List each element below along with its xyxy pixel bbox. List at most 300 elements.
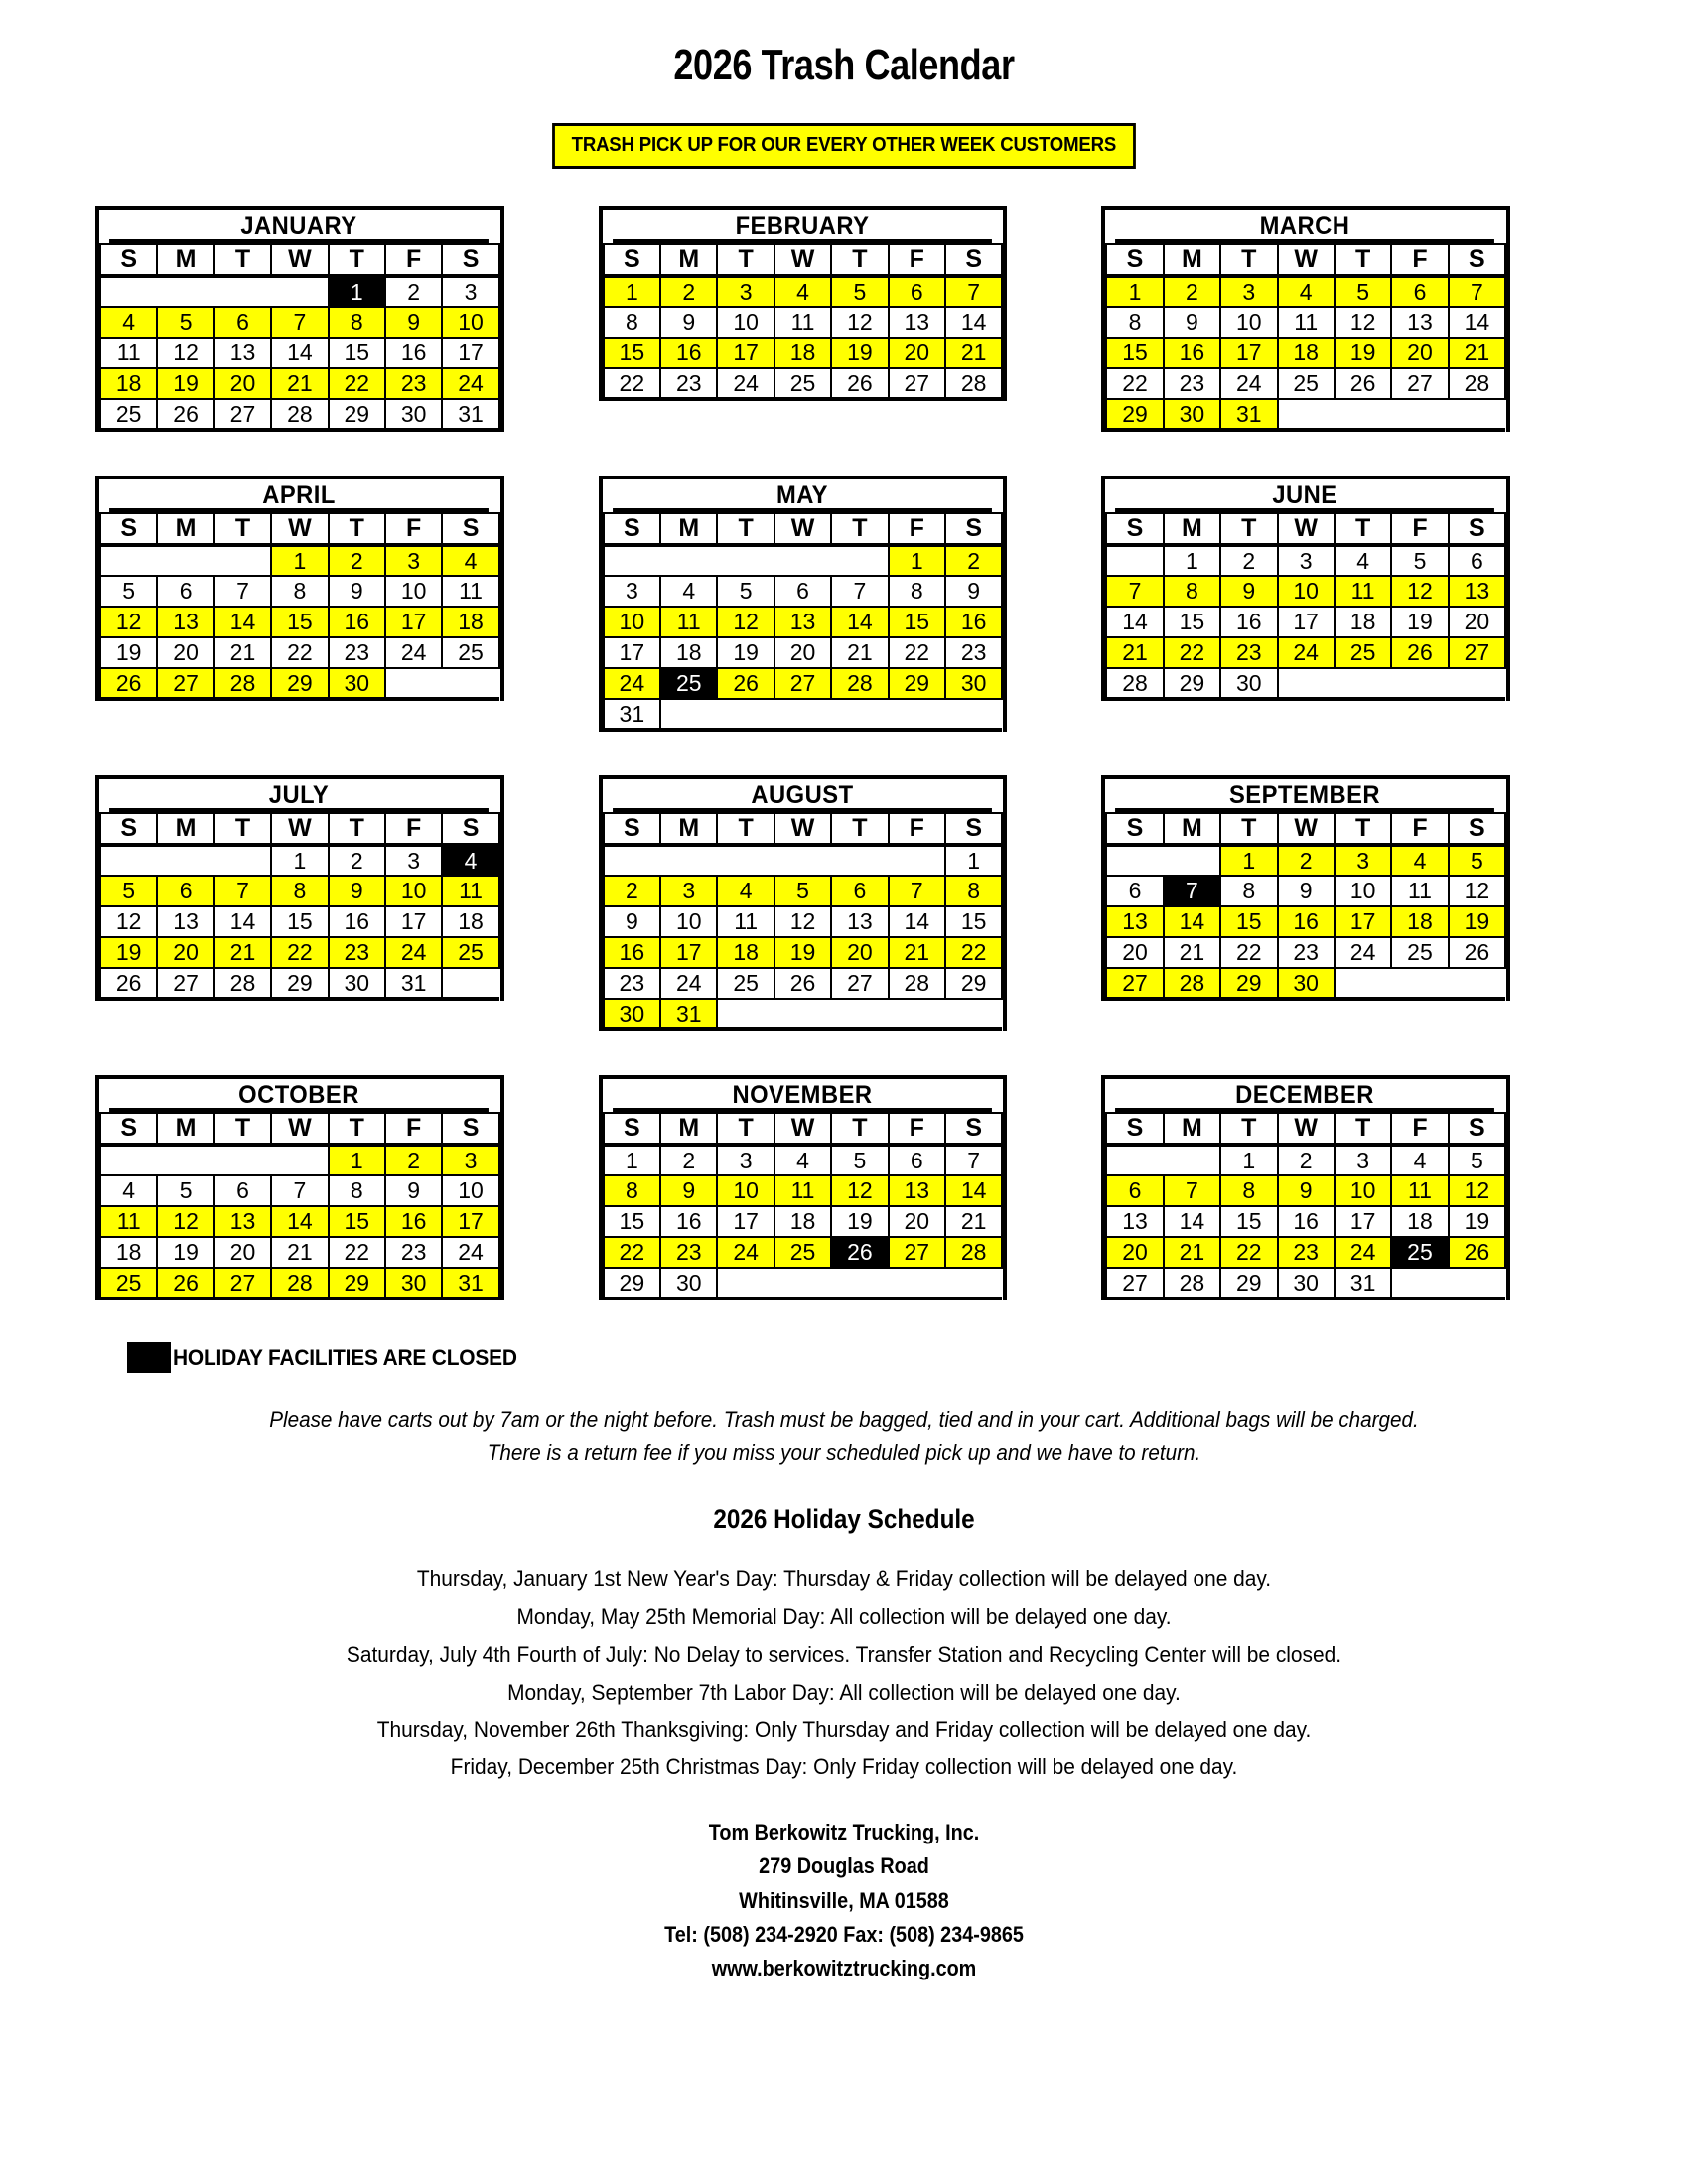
day-cell[interactable]: 15 — [271, 906, 328, 937]
day-cell[interactable]: 17 — [1335, 906, 1391, 937]
day-cell[interactable]: 29 — [1220, 968, 1277, 999]
day-cell[interactable]: 2 — [604, 876, 660, 906]
day-cell[interactable]: 28 — [831, 668, 888, 699]
day-cell[interactable]: 4 — [442, 845, 498, 876]
day-cell[interactable]: 16 — [329, 607, 385, 637]
day-cell[interactable]: 21 — [831, 637, 888, 668]
day-cell[interactable]: 17 — [604, 637, 660, 668]
day-cell[interactable]: 16 — [945, 607, 1002, 637]
day-cell[interactable]: 14 — [889, 906, 945, 937]
day-cell[interactable]: 5 — [1449, 845, 1505, 876]
day-cell[interactable]: 20 — [214, 1237, 271, 1268]
day-cell[interactable]: 11 — [660, 607, 717, 637]
day-cell[interactable]: 27 — [889, 1237, 945, 1268]
day-cell[interactable]: 18 — [100, 368, 157, 399]
day-cell[interactable]: 4 — [1278, 276, 1335, 307]
day-cell[interactable]: 21 — [1106, 637, 1163, 668]
day-cell[interactable]: 15 — [329, 1206, 385, 1237]
day-cell[interactable]: 8 — [1220, 1175, 1277, 1206]
day-cell[interactable]: 14 — [945, 307, 1002, 338]
day-cell[interactable]: 15 — [1220, 906, 1277, 937]
day-cell[interactable]: 14 — [1106, 607, 1163, 637]
day-cell[interactable]: 17 — [1220, 338, 1277, 368]
day-cell[interactable]: 8 — [945, 876, 1002, 906]
day-cell[interactable]: 30 — [385, 399, 442, 430]
day-cell[interactable]: 29 — [271, 668, 328, 699]
day-cell[interactable]: 12 — [1449, 876, 1505, 906]
day-cell[interactable]: 13 — [157, 607, 213, 637]
day-cell[interactable]: 18 — [100, 1237, 157, 1268]
day-cell[interactable]: 30 — [385, 1268, 442, 1298]
day-cell[interactable]: 23 — [1220, 637, 1277, 668]
day-cell[interactable]: 17 — [442, 1206, 498, 1237]
day-cell[interactable]: 18 — [774, 1206, 831, 1237]
day-cell[interactable]: 25 — [442, 637, 498, 668]
day-cell[interactable]: 25 — [100, 399, 157, 430]
day-cell[interactable]: 24 — [1335, 937, 1391, 968]
day-cell[interactable]: 8 — [329, 307, 385, 338]
day-cell[interactable]: 28 — [1164, 1268, 1220, 1298]
day-cell[interactable]: 11 — [1391, 876, 1448, 906]
day-cell[interactable]: 1 — [604, 1145, 660, 1175]
day-cell[interactable]: 12 — [157, 1206, 213, 1237]
day-cell[interactable]: 22 — [604, 1237, 660, 1268]
day-cell[interactable]: 13 — [831, 906, 888, 937]
day-cell[interactable]: 16 — [604, 937, 660, 968]
day-cell[interactable]: 9 — [604, 906, 660, 937]
day-cell[interactable]: 3 — [717, 276, 774, 307]
day-cell[interactable]: 16 — [1220, 607, 1277, 637]
day-cell[interactable]: 25 — [1391, 937, 1448, 968]
day-cell[interactable]: 28 — [945, 368, 1002, 399]
day-cell[interactable]: 26 — [100, 968, 157, 999]
day-cell[interactable]: 7 — [1164, 876, 1220, 906]
day-cell[interactable]: 17 — [442, 338, 498, 368]
day-cell[interactable]: 21 — [1164, 1237, 1220, 1268]
day-cell[interactable]: 21 — [1164, 937, 1220, 968]
day-cell[interactable]: 19 — [157, 1237, 213, 1268]
day-cell[interactable]: 15 — [1220, 1206, 1277, 1237]
day-cell[interactable]: 29 — [329, 399, 385, 430]
day-cell[interactable]: 16 — [385, 338, 442, 368]
day-cell[interactable]: 5 — [1335, 276, 1391, 307]
day-cell[interactable]: 9 — [660, 307, 717, 338]
day-cell[interactable]: 21 — [214, 937, 271, 968]
day-cell[interactable]: 2 — [660, 276, 717, 307]
day-cell[interactable]: 16 — [1278, 906, 1335, 937]
day-cell[interactable]: 9 — [1278, 876, 1335, 906]
day-cell[interactable]: 22 — [329, 1237, 385, 1268]
day-cell[interactable]: 26 — [1391, 637, 1448, 668]
day-cell[interactable]: 23 — [660, 1237, 717, 1268]
day-cell[interactable]: 1 — [1220, 845, 1277, 876]
day-cell[interactable]: 5 — [1391, 545, 1448, 576]
day-cell[interactable]: 1 — [271, 845, 328, 876]
day-cell[interactable]: 20 — [889, 338, 945, 368]
day-cell[interactable]: 3 — [1278, 545, 1335, 576]
day-cell[interactable]: 3 — [717, 1145, 774, 1175]
day-cell[interactable]: 18 — [1335, 607, 1391, 637]
day-cell[interactable]: 11 — [774, 307, 831, 338]
day-cell[interactable]: 8 — [1220, 876, 1277, 906]
day-cell[interactable]: 29 — [604, 1268, 660, 1298]
day-cell[interactable]: 6 — [157, 576, 213, 607]
day-cell[interactable]: 28 — [889, 968, 945, 999]
day-cell[interactable]: 14 — [1449, 307, 1505, 338]
day-cell[interactable]: 23 — [329, 637, 385, 668]
day-cell[interactable]: 6 — [214, 1175, 271, 1206]
day-cell[interactable]: 24 — [717, 1237, 774, 1268]
day-cell[interactable]: 26 — [831, 368, 888, 399]
day-cell[interactable]: 20 — [157, 637, 213, 668]
day-cell[interactable]: 30 — [1278, 968, 1335, 999]
day-cell[interactable]: 17 — [717, 1206, 774, 1237]
day-cell[interactable]: 10 — [1278, 576, 1335, 607]
day-cell[interactable]: 30 — [1278, 1268, 1335, 1298]
day-cell[interactable]: 10 — [385, 576, 442, 607]
day-cell[interactable]: 6 — [1106, 876, 1163, 906]
day-cell[interactable]: 18 — [1278, 338, 1335, 368]
day-cell[interactable]: 26 — [831, 1237, 888, 1268]
day-cell[interactable]: 8 — [271, 876, 328, 906]
day-cell[interactable]: 12 — [157, 338, 213, 368]
day-cell[interactable]: 3 — [660, 876, 717, 906]
day-cell[interactable]: 27 — [774, 668, 831, 699]
day-cell[interactable]: 2 — [945, 545, 1002, 576]
day-cell[interactable]: 10 — [717, 1175, 774, 1206]
day-cell[interactable]: 3 — [385, 545, 442, 576]
day-cell[interactable]: 10 — [1335, 876, 1391, 906]
day-cell[interactable]: 17 — [1278, 607, 1335, 637]
day-cell[interactable]: 13 — [1106, 906, 1163, 937]
day-cell[interactable]: 9 — [1164, 307, 1220, 338]
day-cell[interactable]: 3 — [442, 276, 498, 307]
day-cell[interactable]: 22 — [1164, 637, 1220, 668]
day-cell[interactable]: 27 — [157, 668, 213, 699]
day-cell[interactable]: 7 — [831, 576, 888, 607]
day-cell[interactable]: 8 — [604, 1175, 660, 1206]
day-cell[interactable]: 3 — [1335, 845, 1391, 876]
day-cell[interactable]: 12 — [831, 307, 888, 338]
day-cell[interactable]: 23 — [660, 368, 717, 399]
day-cell[interactable]: 23 — [329, 937, 385, 968]
day-cell[interactable]: 11 — [100, 1206, 157, 1237]
day-cell[interactable]: 3 — [385, 845, 442, 876]
day-cell[interactable]: 24 — [1278, 637, 1335, 668]
day-cell[interactable]: 6 — [774, 576, 831, 607]
day-cell[interactable]: 26 — [717, 668, 774, 699]
day-cell[interactable]: 25 — [774, 1237, 831, 1268]
day-cell[interactable]: 20 — [214, 368, 271, 399]
day-cell[interactable]: 12 — [1335, 307, 1391, 338]
day-cell[interactable]: 31 — [1220, 399, 1277, 430]
day-cell[interactable]: 13 — [1449, 576, 1505, 607]
day-cell[interactable]: 8 — [604, 307, 660, 338]
day-cell[interactable]: 3 — [442, 1145, 498, 1175]
day-cell[interactable]: 12 — [717, 607, 774, 637]
day-cell[interactable]: 26 — [1449, 1237, 1505, 1268]
day-cell[interactable]: 24 — [1220, 368, 1277, 399]
day-cell[interactable]: 18 — [442, 906, 498, 937]
day-cell[interactable]: 7 — [1106, 576, 1163, 607]
day-cell[interactable]: 24 — [385, 637, 442, 668]
day-cell[interactable]: 30 — [945, 668, 1002, 699]
day-cell[interactable]: 1 — [945, 845, 1002, 876]
day-cell[interactable]: 29 — [1106, 399, 1163, 430]
day-cell[interactable]: 25 — [100, 1268, 157, 1298]
day-cell[interactable]: 6 — [831, 876, 888, 906]
day-cell[interactable]: 26 — [100, 668, 157, 699]
day-cell[interactable]: 30 — [1220, 668, 1277, 699]
day-cell[interactable]: 4 — [1335, 545, 1391, 576]
day-cell[interactable]: 14 — [1164, 906, 1220, 937]
day-cell[interactable]: 20 — [831, 937, 888, 968]
day-cell[interactable]: 9 — [385, 1175, 442, 1206]
day-cell[interactable]: 18 — [1391, 906, 1448, 937]
day-cell[interactable]: 17 — [717, 338, 774, 368]
day-cell[interactable]: 1 — [604, 276, 660, 307]
day-cell[interactable]: 14 — [945, 1175, 1002, 1206]
day-cell[interactable]: 14 — [831, 607, 888, 637]
day-cell[interactable]: 2 — [1220, 545, 1277, 576]
day-cell[interactable]: 18 — [1391, 1206, 1448, 1237]
day-cell[interactable]: 31 — [442, 399, 498, 430]
day-cell[interactable]: 31 — [385, 968, 442, 999]
day-cell[interactable]: 17 — [1335, 1206, 1391, 1237]
day-cell[interactable]: 16 — [660, 1206, 717, 1237]
day-cell[interactable]: 16 — [329, 906, 385, 937]
day-cell[interactable]: 29 — [271, 968, 328, 999]
day-cell[interactable]: 11 — [717, 906, 774, 937]
day-cell[interactable]: 10 — [442, 307, 498, 338]
day-cell[interactable]: 18 — [774, 338, 831, 368]
day-cell[interactable]: 4 — [1391, 1145, 1448, 1175]
day-cell[interactable]: 4 — [100, 307, 157, 338]
day-cell[interactable]: 6 — [157, 876, 213, 906]
day-cell[interactable]: 23 — [385, 1237, 442, 1268]
day-cell[interactable]: 21 — [214, 637, 271, 668]
day-cell[interactable]: 6 — [889, 276, 945, 307]
day-cell[interactable]: 28 — [214, 968, 271, 999]
day-cell[interactable]: 19 — [1449, 906, 1505, 937]
day-cell[interactable]: 15 — [1106, 338, 1163, 368]
day-cell[interactable]: 16 — [385, 1206, 442, 1237]
day-cell[interactable]: 19 — [100, 937, 157, 968]
day-cell[interactable]: 31 — [1335, 1268, 1391, 1298]
day-cell[interactable]: 9 — [329, 576, 385, 607]
day-cell[interactable]: 1 — [1220, 1145, 1277, 1175]
day-cell[interactable]: 1 — [271, 545, 328, 576]
day-cell[interactable]: 31 — [660, 999, 717, 1029]
day-cell[interactable]: 15 — [329, 338, 385, 368]
day-cell[interactable]: 5 — [1449, 1145, 1505, 1175]
day-cell[interactable]: 6 — [1106, 1175, 1163, 1206]
day-cell[interactable]: 16 — [1278, 1206, 1335, 1237]
day-cell[interactable]: 11 — [442, 576, 498, 607]
day-cell[interactable]: 10 — [385, 876, 442, 906]
day-cell[interactable]: 3 — [1335, 1145, 1391, 1175]
day-cell[interactable]: 31 — [604, 699, 660, 730]
day-cell[interactable]: 28 — [1164, 968, 1220, 999]
day-cell[interactable]: 5 — [774, 876, 831, 906]
day-cell[interactable]: 27 — [157, 968, 213, 999]
day-cell[interactable]: 9 — [1220, 576, 1277, 607]
day-cell[interactable]: 21 — [945, 1206, 1002, 1237]
day-cell[interactable]: 1 — [329, 276, 385, 307]
day-cell[interactable]: 7 — [945, 276, 1002, 307]
day-cell[interactable]: 7 — [1449, 276, 1505, 307]
day-cell[interactable]: 26 — [774, 968, 831, 999]
day-cell[interactable]: 7 — [214, 876, 271, 906]
day-cell[interactable]: 8 — [1164, 576, 1220, 607]
day-cell[interactable]: 26 — [1335, 368, 1391, 399]
day-cell[interactable]: 11 — [1335, 576, 1391, 607]
day-cell[interactable]: 6 — [889, 1145, 945, 1175]
day-cell[interactable]: 29 — [1164, 668, 1220, 699]
day-cell[interactable]: 13 — [214, 1206, 271, 1237]
day-cell[interactable]: 31 — [442, 1268, 498, 1298]
day-cell[interactable]: 28 — [271, 399, 328, 430]
day-cell[interactable]: 10 — [1335, 1175, 1391, 1206]
day-cell[interactable]: 16 — [1164, 338, 1220, 368]
day-cell[interactable]: 28 — [1106, 668, 1163, 699]
day-cell[interactable]: 23 — [1278, 937, 1335, 968]
day-cell[interactable]: 15 — [1164, 607, 1220, 637]
day-cell[interactable]: 12 — [100, 607, 157, 637]
day-cell[interactable]: 20 — [1106, 1237, 1163, 1268]
day-cell[interactable]: 17 — [660, 937, 717, 968]
day-cell[interactable]: 21 — [945, 338, 1002, 368]
day-cell[interactable]: 12 — [1449, 1175, 1505, 1206]
day-cell[interactable]: 27 — [1449, 637, 1505, 668]
day-cell[interactable]: 27 — [1391, 368, 1448, 399]
day-cell[interactable]: 19 — [1391, 607, 1448, 637]
day-cell[interactable]: 4 — [442, 545, 498, 576]
day-cell[interactable]: 2 — [385, 276, 442, 307]
day-cell[interactable]: 11 — [442, 876, 498, 906]
day-cell[interactable]: 7 — [945, 1145, 1002, 1175]
day-cell[interactable]: 24 — [385, 937, 442, 968]
day-cell[interactable]: 6 — [1391, 276, 1448, 307]
day-cell[interactable]: 15 — [604, 1206, 660, 1237]
day-cell[interactable]: 10 — [604, 607, 660, 637]
day-cell[interactable]: 20 — [157, 937, 213, 968]
day-cell[interactable]: 26 — [157, 1268, 213, 1298]
day-cell[interactable]: 27 — [831, 968, 888, 999]
day-cell[interactable]: 10 — [1220, 307, 1277, 338]
day-cell[interactable]: 17 — [385, 906, 442, 937]
day-cell[interactable]: 19 — [100, 637, 157, 668]
day-cell[interactable]: 23 — [945, 637, 1002, 668]
day-cell[interactable]: 4 — [774, 276, 831, 307]
day-cell[interactable]: 5 — [157, 307, 213, 338]
day-cell[interactable]: 22 — [329, 368, 385, 399]
day-cell[interactable]: 9 — [945, 576, 1002, 607]
day-cell[interactable]: 2 — [660, 1145, 717, 1175]
day-cell[interactable]: 30 — [329, 968, 385, 999]
day-cell[interactable]: 28 — [1449, 368, 1505, 399]
day-cell[interactable]: 1 — [329, 1145, 385, 1175]
day-cell[interactable]: 15 — [945, 906, 1002, 937]
day-cell[interactable]: 23 — [385, 368, 442, 399]
day-cell[interactable]: 22 — [271, 637, 328, 668]
day-cell[interactable]: 2 — [329, 845, 385, 876]
day-cell[interactable]: 12 — [100, 906, 157, 937]
day-cell[interactable]: 7 — [889, 876, 945, 906]
day-cell[interactable]: 2 — [1164, 276, 1220, 307]
day-cell[interactable]: 12 — [831, 1175, 888, 1206]
day-cell[interactable]: 19 — [831, 1206, 888, 1237]
day-cell[interactable]: 15 — [604, 338, 660, 368]
day-cell[interactable]: 29 — [889, 668, 945, 699]
day-cell[interactable]: 10 — [442, 1175, 498, 1206]
day-cell[interactable]: 24 — [604, 668, 660, 699]
day-cell[interactable]: 5 — [100, 576, 157, 607]
day-cell[interactable]: 5 — [100, 876, 157, 906]
day-cell[interactable]: 8 — [889, 576, 945, 607]
day-cell[interactable]: 11 — [774, 1175, 831, 1206]
day-cell[interactable]: 14 — [214, 906, 271, 937]
day-cell[interactable]: 12 — [1391, 576, 1448, 607]
day-cell[interactable]: 26 — [157, 399, 213, 430]
day-cell[interactable]: 20 — [1449, 607, 1505, 637]
day-cell[interactable]: 9 — [1278, 1175, 1335, 1206]
day-cell[interactable]: 26 — [1449, 937, 1505, 968]
day-cell[interactable]: 5 — [717, 576, 774, 607]
day-cell[interactable]: 15 — [271, 607, 328, 637]
day-cell[interactable]: 24 — [442, 368, 498, 399]
day-cell[interactable]: 25 — [442, 937, 498, 968]
day-cell[interactable]: 20 — [774, 637, 831, 668]
day-cell[interactable]: 19 — [831, 338, 888, 368]
day-cell[interactable]: 1 — [1106, 276, 1163, 307]
day-cell[interactable]: 5 — [157, 1175, 213, 1206]
day-cell[interactable]: 18 — [660, 637, 717, 668]
day-cell[interactable]: 11 — [100, 338, 157, 368]
day-cell[interactable]: 4 — [717, 876, 774, 906]
day-cell[interactable]: 19 — [774, 937, 831, 968]
day-cell[interactable]: 19 — [1449, 1206, 1505, 1237]
day-cell[interactable]: 27 — [214, 399, 271, 430]
day-cell[interactable]: 24 — [442, 1237, 498, 1268]
day-cell[interactable]: 20 — [889, 1206, 945, 1237]
day-cell[interactable]: 13 — [1106, 1206, 1163, 1237]
day-cell[interactable]: 27 — [1106, 1268, 1163, 1298]
day-cell[interactable]: 14 — [1164, 1206, 1220, 1237]
day-cell[interactable]: 14 — [271, 338, 328, 368]
day-cell[interactable]: 19 — [1335, 338, 1391, 368]
day-cell[interactable]: 27 — [889, 368, 945, 399]
day-cell[interactable]: 30 — [604, 999, 660, 1029]
day-cell[interactable]: 14 — [214, 607, 271, 637]
day-cell[interactable]: 21 — [271, 1237, 328, 1268]
day-cell[interactable]: 29 — [945, 968, 1002, 999]
day-cell[interactable]: 5 — [831, 1145, 888, 1175]
day-cell[interactable]: 9 — [385, 307, 442, 338]
day-cell[interactable]: 22 — [889, 637, 945, 668]
day-cell[interactable]: 1 — [1164, 545, 1220, 576]
day-cell[interactable]: 29 — [329, 1268, 385, 1298]
day-cell[interactable]: 9 — [329, 876, 385, 906]
day-cell[interactable]: 24 — [717, 368, 774, 399]
day-cell[interactable]: 4 — [100, 1175, 157, 1206]
day-cell[interactable]: 25 — [1391, 1237, 1448, 1268]
day-cell[interactable]: 4 — [660, 576, 717, 607]
day-cell[interactable]: 4 — [774, 1145, 831, 1175]
day-cell[interactable]: 28 — [945, 1237, 1002, 1268]
day-cell[interactable]: 27 — [214, 1268, 271, 1298]
day-cell[interactable]: 25 — [660, 668, 717, 699]
